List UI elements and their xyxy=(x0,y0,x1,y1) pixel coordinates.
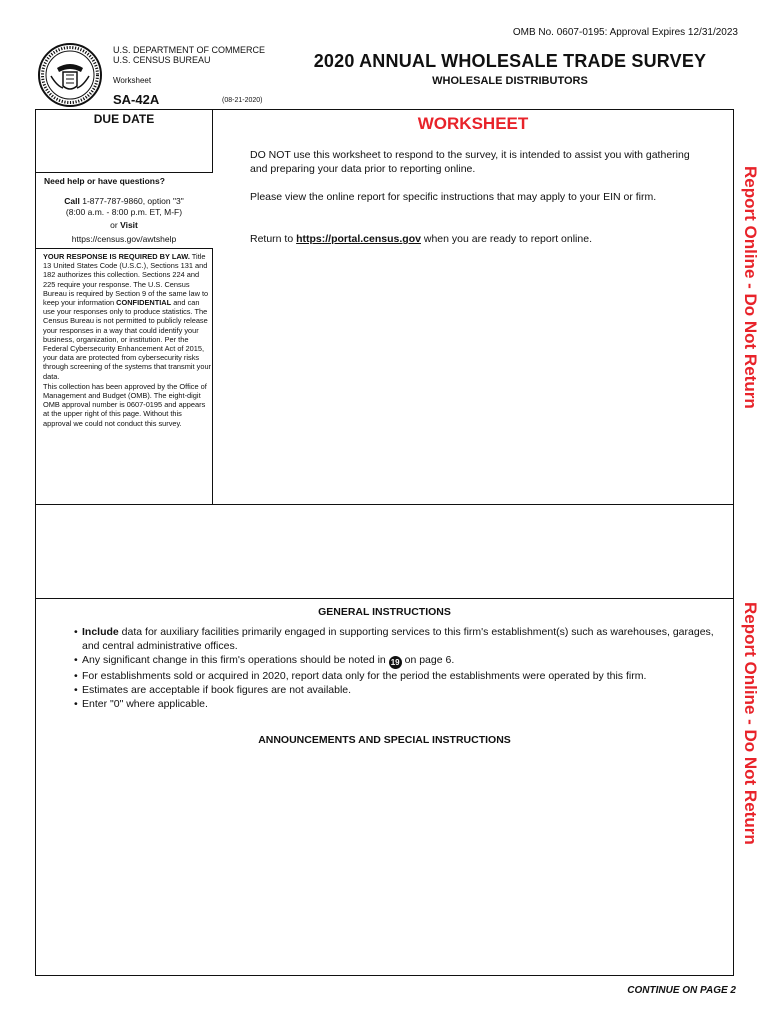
help-title: Need help or have questions? xyxy=(44,176,165,186)
due-date-label: DUE DATE xyxy=(93,112,155,126)
omb-approval-number: OMB No. 0607-0195: Approval Expires 12/31/2023 xyxy=(512,27,738,38)
form-date: (08-21-2020) xyxy=(222,97,263,104)
portal-link[interactable]: https://portal.census.gov xyxy=(296,233,421,245)
help-url-link[interactable]: https://census.gov/awtshelp xyxy=(71,234,177,244)
online-report-note: Please view the online report for specific instructions that may apply to your EIN or firm. xyxy=(250,191,657,203)
help-or-visit xyxy=(35,220,213,231)
department-of-commerce-seal-icon xyxy=(37,42,103,108)
item-number-badge: 19 xyxy=(389,656,402,669)
report-online-banner-2: Report Online - Do Not Return xyxy=(741,602,760,845)
list-item: • For establishments sold or acquired in 2020, report data only for the period the establishments were operated by this firm. xyxy=(74,669,714,683)
include-label: Include xyxy=(82,626,119,638)
general-instructions-title: GENERAL INSTRUCTIONS xyxy=(318,606,451,618)
list-item: • Enter "0" where applicable. xyxy=(74,697,714,711)
agency-line-2: U.S. CENSUS BUREAU xyxy=(113,55,211,65)
bullet-text-suffix: on page 6. xyxy=(401,654,455,666)
legal-text-2: and can use your responses only to produce statistics. The Census Bureau is not permitted to publicly release your responses in a way that could identify your business, organization, or institution. Per the Federal Cybersecurity Enhancement Act of 2015, your data are protected from cybersecurity risks through screening of the systems that transmit your data. xyxy=(43,298,212,381)
continue-note: CONTINUE ON PAGE 2 xyxy=(627,985,736,996)
legal-text-1: Title 13 United States Code (U.S.C.), Sections 131 and 182 authorizes this collection. Sections 224 and 225 require your response. The U.S. Census Bureau is required by Section 9 of the same law to keep your information xyxy=(43,252,209,308)
call-label: Call xyxy=(64,196,80,206)
announcements-title: ANNOUNCEMENTS AND SPECIAL INSTRUCTIONS xyxy=(258,734,511,746)
list-item xyxy=(74,653,714,669)
instructions-list xyxy=(74,625,714,711)
report-online-banner-1: Report Online - Do Not Return xyxy=(741,166,760,409)
worksheet-title: WORKSHEET xyxy=(417,114,529,133)
legal-notice-text xyxy=(43,252,211,428)
legal-notice-para-2: This collection has been approved by the Office of Management and Budget (OMB). The eight-digit OMB approval number is 0607-0195 and appears at the upper right of this page. Without this approval we could not conduct this survey. xyxy=(43,381,207,428)
legal-notice-para-1 xyxy=(43,252,211,381)
return-suffix: when you are ready to report online. xyxy=(420,233,592,245)
help-hours: (8:00 a.m. - 8:00 p.m. ET, M-F) xyxy=(65,207,183,217)
help-call-line xyxy=(35,196,213,207)
bullet-text: Any significant change in this firm's operations should be noted in xyxy=(82,654,389,666)
worksheet-notice: DO NOT use this worksheet to respond to the survey, it is intended to assist you with gathering and preparing your data prior to reporting online. xyxy=(250,149,690,175)
list-item xyxy=(74,625,714,653)
page-subtitle: WHOLESALE DISTRIBUTORS xyxy=(432,75,588,87)
bullet-text: data for auxiliary facilities primarily engaged in supporting services to this firm's establishment(s) such as warehouses, garages, and central administrative offices. xyxy=(82,626,714,652)
agency-line-1: U.S. DEPARTMENT OF COMMERCE xyxy=(113,45,266,55)
page-title: 2020 ANNUAL WHOLESALE TRADE SURVEY xyxy=(313,51,707,71)
section-divider-2 xyxy=(35,598,734,599)
agency-name xyxy=(113,45,265,65)
worksheet-label: Worksheet xyxy=(113,76,152,85)
call-number: 1-877-787-9860, option "3" xyxy=(79,196,184,206)
form-code: SA-42A xyxy=(113,92,160,107)
list-item: • Estimates are acceptable if book figures are not available. xyxy=(74,683,714,697)
return-prefix: Return to xyxy=(250,233,297,245)
or-label: or xyxy=(110,220,121,230)
return-note xyxy=(250,232,690,246)
confidential-label: CONFIDENTIAL xyxy=(116,298,172,308)
required-by-law: YOUR RESPONSE IS REQUIRED BY LAW. xyxy=(43,252,190,261)
visit-label: Visit xyxy=(120,220,138,230)
section-divider xyxy=(35,504,734,505)
